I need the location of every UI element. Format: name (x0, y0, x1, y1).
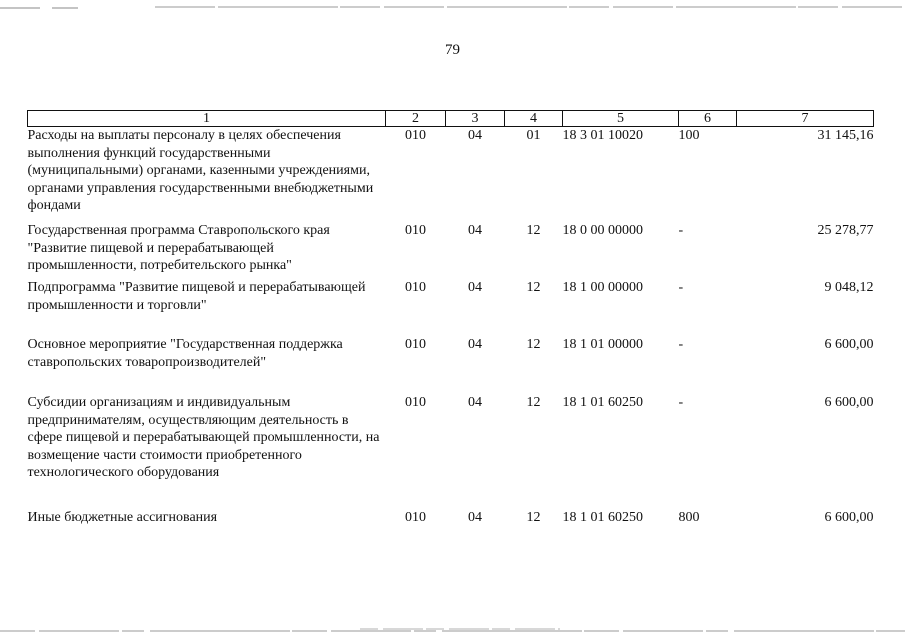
amount: 6 600,00 (824, 395, 874, 410)
amount: 6 600,00 (824, 510, 874, 525)
expense-name: Государственная программа Ставропольского края "Развитие пищевой и перерабатывающей промышленности, потребительского рынка" (27, 223, 330, 273)
expense-type-code: - (678, 280, 684, 295)
header-cell-5: 5 (563, 111, 679, 127)
scan-edge-top (0, 6, 905, 10)
target-code: 18 1 01 60250 (562, 510, 643, 525)
expense-type-code: 100 (678, 128, 700, 143)
ministry-code: 010 (405, 280, 426, 295)
target-code: 18 3 01 10020 (562, 128, 643, 143)
table-row (28, 222, 874, 279)
subsection-code: 12 (526, 223, 541, 238)
expense-name: Субсидии организациям и индивидуальным предпринимателям, осуществляющим деятельность в сфере пищевой и перерабатывающей промышленности, на возмещение части стоимости приобретенного технологического оборудования (27, 395, 380, 480)
amount: 31 145,16 (817, 128, 874, 143)
scan-edge-bottom (0, 628, 905, 634)
header-cell-2: 2 (386, 111, 446, 127)
expense-type-code: 800 (678, 510, 700, 525)
table-row (28, 509, 874, 529)
header-cell-7: 7 (737, 111, 874, 127)
column-number-header (28, 111, 874, 127)
table-row (28, 394, 874, 509)
section-code: 04 (468, 337, 482, 352)
section-code: 04 (468, 128, 482, 143)
subsection-code: 12 (526, 395, 541, 410)
page-number: 79 (445, 42, 460, 58)
ministry-code: 010 (405, 395, 426, 410)
budget-table (27, 110, 874, 529)
amount: 25 278,77 (817, 223, 874, 238)
subsection-code: 12 (526, 280, 541, 295)
table-row (28, 336, 874, 394)
section-code: 04 (468, 280, 482, 295)
target-code: 18 1 01 00000 (562, 337, 643, 352)
header-cell-6: 6 (679, 111, 737, 127)
header-cell-1: 1 (28, 111, 386, 127)
header-cell-3: 3 (446, 111, 505, 127)
expense-name: Расходы на выплаты персоналу в целях обеспечения выполнения функций государственными (муниципальными) органами, казенными учреждениями, органами управления государственными внебюджетными фондами (27, 128, 374, 213)
amount: 6 600,00 (824, 337, 874, 352)
expense-name: Иные бюджетные ассигнования (27, 510, 218, 525)
table-row (28, 279, 874, 336)
expense-name: Основное мероприятие "Государственная поддержка ставропольских товаропроизводителей" (27, 337, 343, 370)
section-code: 04 (468, 510, 482, 525)
section-code: 04 (468, 223, 482, 238)
ministry-code: 010 (405, 510, 426, 525)
expense-name: Подпрограмма "Развитие пищевой и перерабатывающей промышленности и торговли" (27, 280, 366, 313)
target-code: 18 1 00 00000 (562, 280, 643, 295)
subsection-code: 12 (526, 337, 541, 352)
subsection-code: 01 (526, 128, 541, 143)
target-code: 18 1 01 60250 (562, 395, 643, 410)
header-cell-4: 4 (505, 111, 563, 127)
expense-type-code: - (678, 223, 684, 238)
ministry-code: 010 (405, 337, 426, 352)
ministry-code: 010 (405, 223, 426, 238)
section-code: 04 (468, 395, 482, 410)
ministry-code: 010 (405, 128, 426, 143)
subsection-code: 12 (526, 510, 541, 525)
expense-type-code: - (678, 395, 684, 410)
table-row (28, 127, 874, 223)
target-code: 18 0 00 00000 (562, 223, 643, 238)
expense-type-code: - (678, 337, 684, 352)
amount: 9 048,12 (824, 280, 874, 295)
